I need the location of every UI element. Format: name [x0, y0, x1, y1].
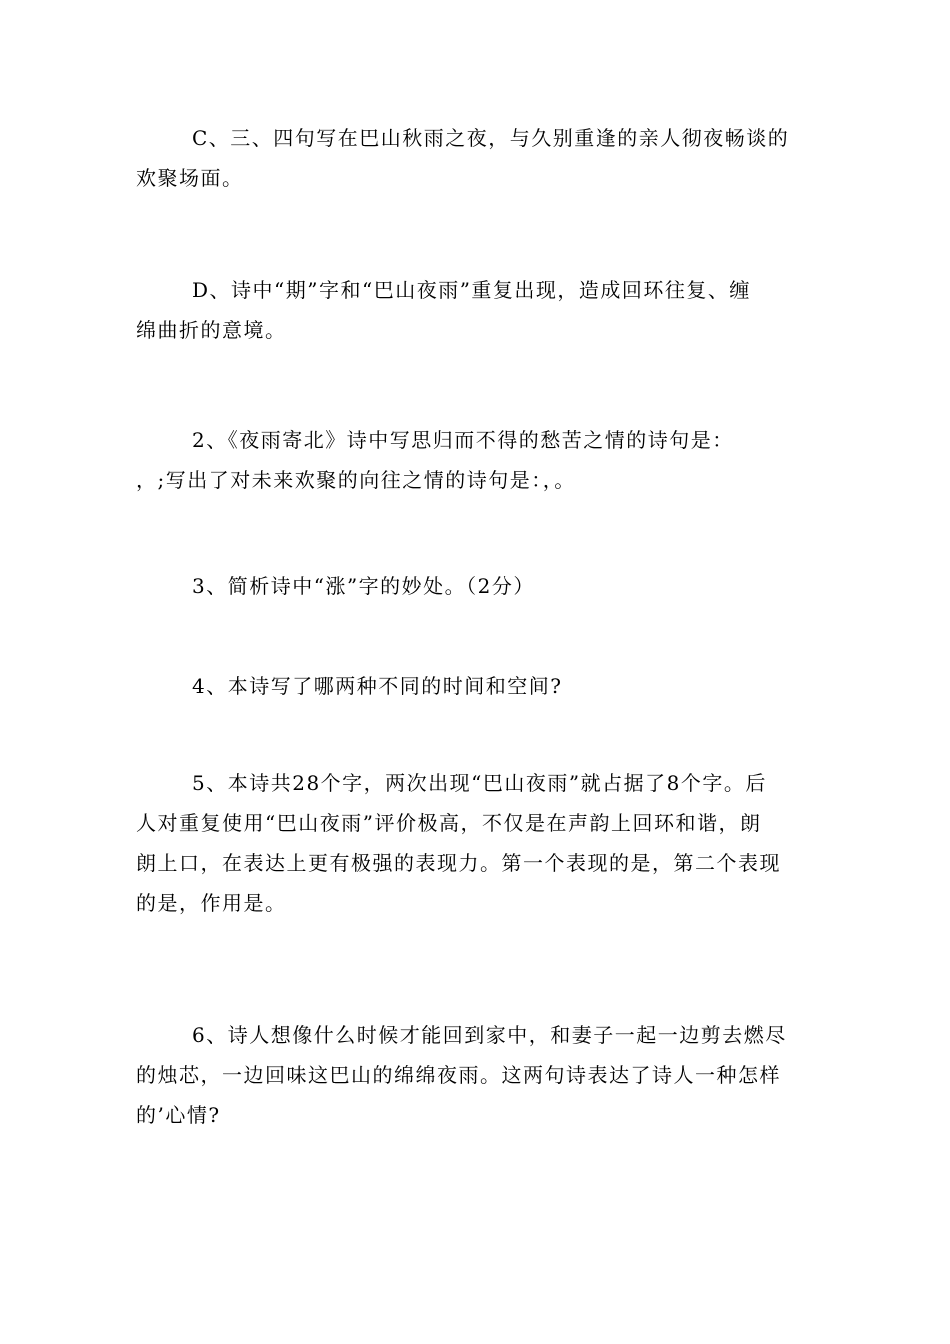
- question-4-paragraph: [136, 666, 816, 706]
- question-6-line-2: 的烛芯，一边回味这巴山的绵绵夜雨。这两句诗表达了诗人一种怎样: [136, 1063, 781, 1087]
- option-d-line-1: D、诗中“期”字和“巴山夜雨”重复出现，造成回环往复、缠: [192, 278, 751, 302]
- option-d-paragraph: [136, 270, 816, 350]
- question-2-line-1: 2、《夜雨寄北》诗中写思归而不得的愁苦之情的诗句是：: [192, 428, 734, 452]
- option-c-line-2: 欢聚场面。: [136, 166, 244, 190]
- question-2-paragraph: [136, 420, 816, 500]
- question-4-line-1: 4、本诗写了哪两种不同的时间和空间?: [192, 674, 563, 698]
- question-6-line-3: 的’心情?: [136, 1103, 221, 1127]
- question-5-line-4: 的是，作用是。: [136, 891, 287, 915]
- option-c-paragraph: [136, 118, 816, 198]
- option-d-line-2: 绵曲折的意境。: [136, 318, 287, 342]
- option-c-line-1: C、三、四句写在巴山秋雨之夜，与久别重逢的亲人彻夜畅谈的: [192, 126, 790, 150]
- question-6-line-1: 6、诗人想像什么时候才能回到家中，和妻子一起一边剪去燃尽: [192, 1023, 787, 1047]
- question-5-line-1: 5、本诗共28个字，两次出现“巴山夜雨”就占据了8个字。后: [192, 771, 767, 795]
- question-6-paragraph: [136, 1015, 816, 1135]
- question-5-paragraph: [136, 763, 816, 923]
- question-3-line-1: 3、简析诗中“涨”字的妙处。（2分）: [192, 574, 535, 598]
- question-2-line-2: ，;写出了对未来欢聚的向往之情的诗句是：，。: [136, 468, 576, 492]
- question-5-line-3: 朗上口，在表达上更有极强的表现力。第一个表现的是，第二个表现: [136, 851, 781, 875]
- question-5-line-2: 人对重复使用“巴山夜雨”评价极高，不仅是在声韵上回环和谐，朗: [136, 811, 762, 835]
- question-3-paragraph: [136, 566, 816, 606]
